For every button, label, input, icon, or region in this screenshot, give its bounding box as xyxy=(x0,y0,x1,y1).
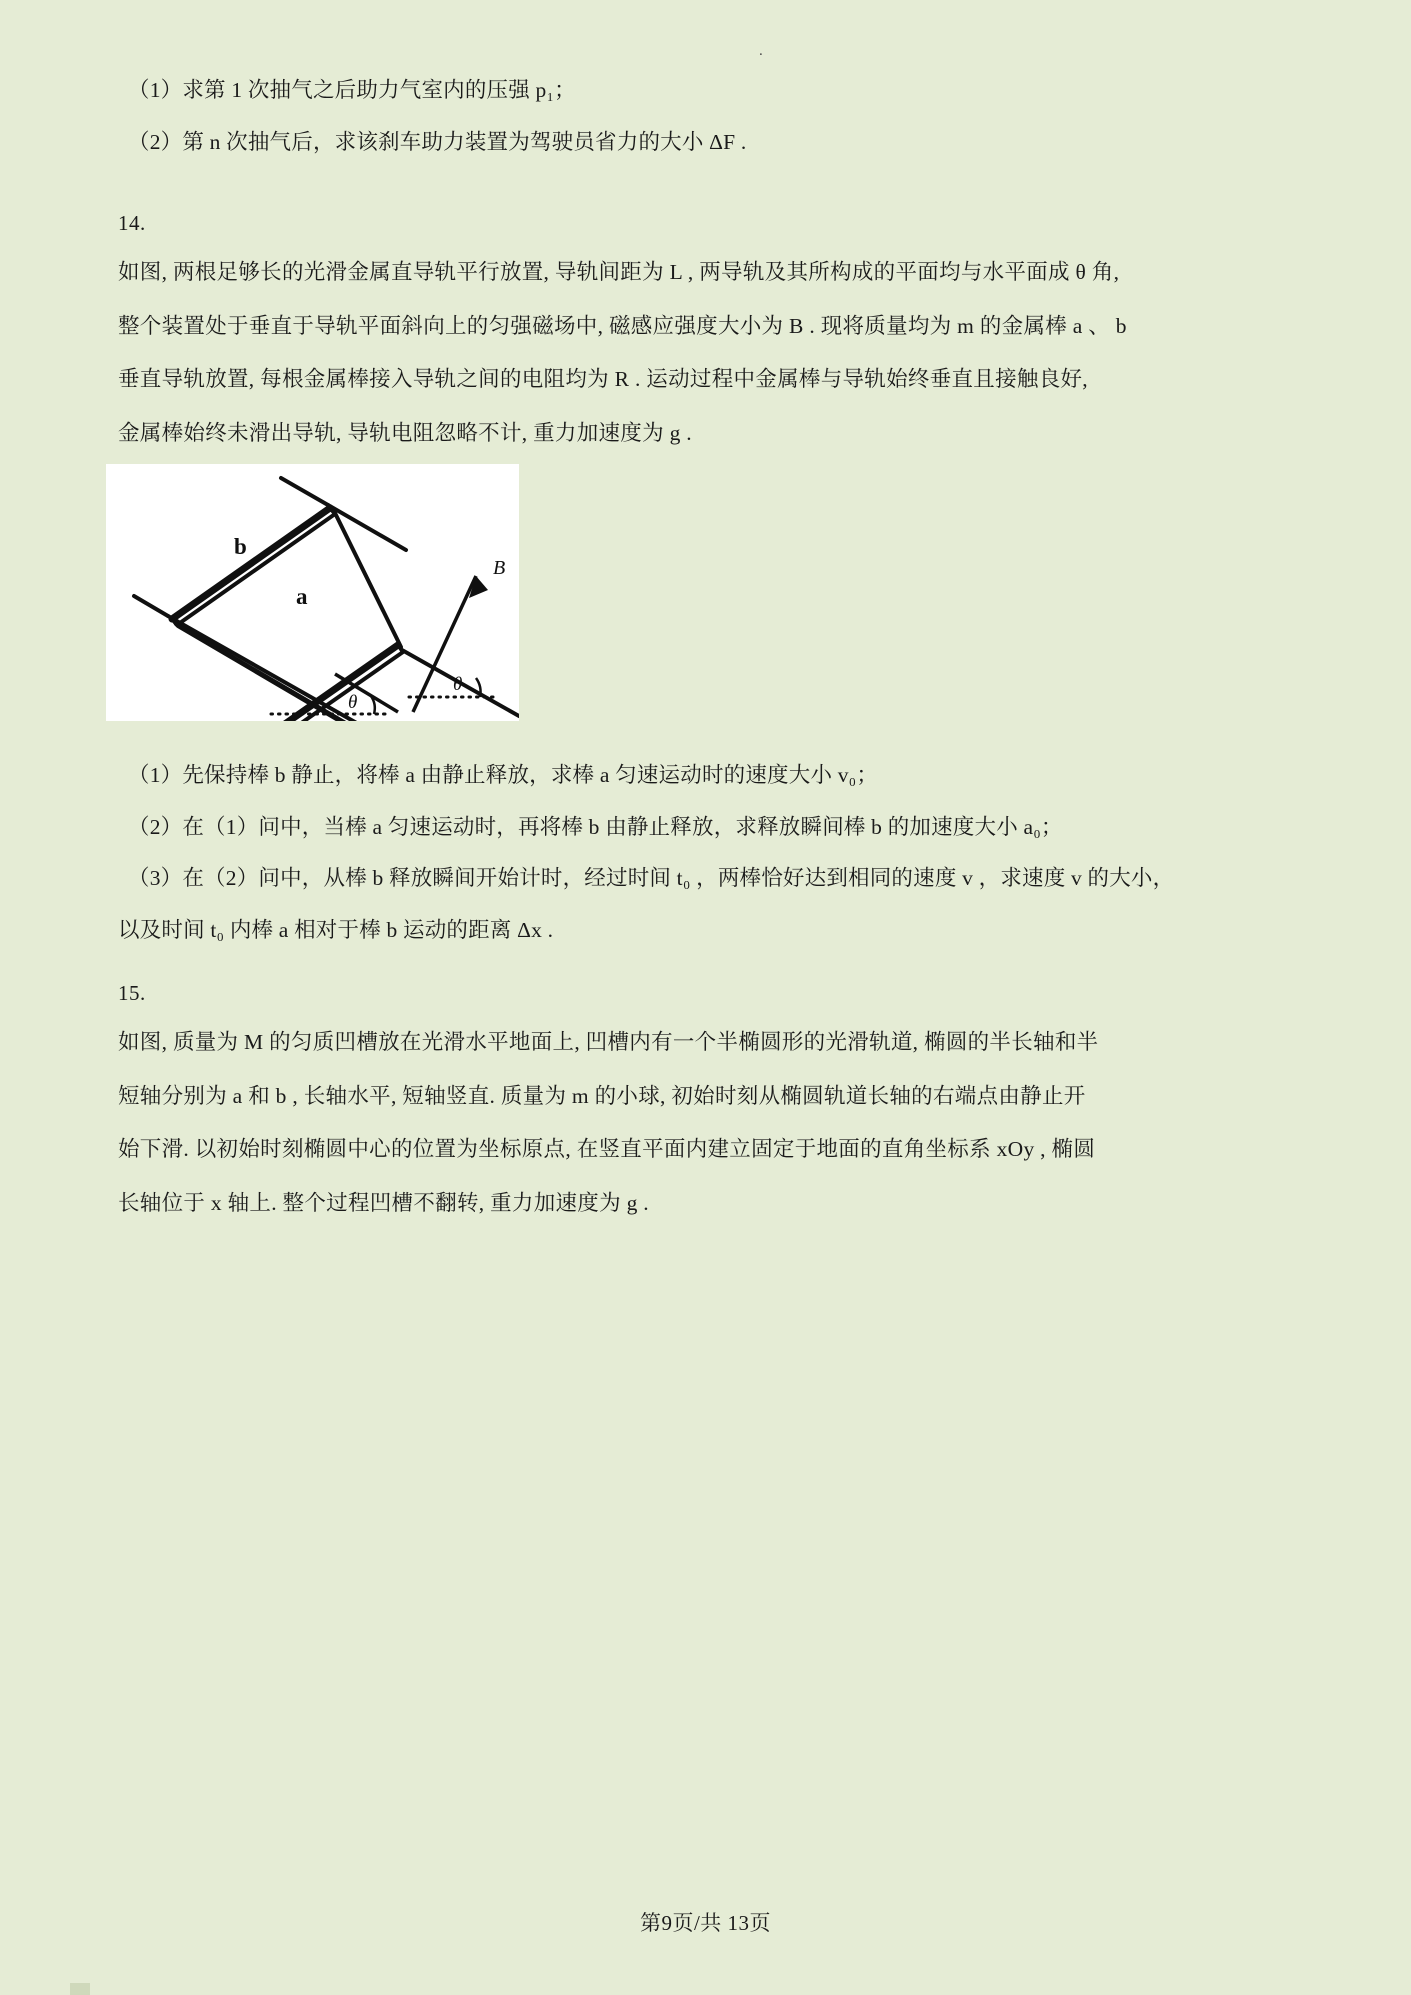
question-14-stem-line-1: 如图, 两根足够长的光滑金属直导轨平行放置, 导轨间距为 L , 两导轨及其所构成的平面均与水平面成 θ 角, xyxy=(118,260,1120,284)
theta-label-upper: θ xyxy=(453,674,463,695)
spacer xyxy=(118,941,1303,981)
corner-mark xyxy=(70,1983,90,1995)
question-14-part-3: （3）在（2）问中，从棒 b 释放瞬间开始计时，经过时间 t₀ ，两棒恰好达到相同的速度 v ，求速度 v 的大小， xyxy=(128,866,1175,890)
spacer xyxy=(118,183,1303,211)
question-15-stem-line-2: 短轴分别为 a 和 b , 长轴水平, 短轴竖直. 质量为 m 的小球, 初始时刻从椭圆轨道长轴的右端点由静止开 xyxy=(118,1083,1086,1108)
page-top-dot: . xyxy=(759,43,763,59)
bar-label-b: b xyxy=(234,534,247,559)
question-15-stem-line-1: 如图, 质量为 M 的匀质凹槽放在光滑水平地面上, 凹槽内有一个半椭圆形的光滑轨道, 椭圆的半长轴和半 xyxy=(118,1030,1099,1054)
question-14-number: 14. xyxy=(118,211,146,235)
question-15-stem-line-4: 长轴位于 x 轴上. 整个过程凹槽不翻转, 重力加速度为 g . xyxy=(118,1190,649,1215)
page-content xyxy=(118,80,1303,1214)
bar-label-a: a xyxy=(296,584,308,609)
question-15-stem-line-3: 始下滑. 以初始时刻椭圆中心的位置为坐标原点, 在竖直平面内建立固定于地面的直角坐标系 xOy , 椭圆 xyxy=(118,1137,1096,1161)
question-14-part-3-cont: 以及时间 t₀ 内棒 a 相对于棒 b 运动的距离 Δx . xyxy=(118,917,554,942)
theta-label-lower: θ xyxy=(348,692,358,713)
prev-question-part-1: （1）求第 1 次抽气之后助力气室内的压强 p₁； xyxy=(128,78,576,102)
question-14-stem-line-3: 垂直导轨放置, 每根金属棒接入导轨之间的电阻均为 R . 运动过程中金属棒与导轨始终垂直且接触良好, xyxy=(118,367,1088,391)
question-14-part-1: （1）先保持棒 b 静止，将棒 a 由静止释放，求棒 a 匀速运动时的速度大小 v₀； xyxy=(128,763,879,787)
question-14-stem-line-4: 金属棒始终未滑出导轨, 导轨电阻忽略不计, 重力加速度为 g . xyxy=(118,420,692,445)
page-footer: 第9页/共 13页 xyxy=(639,1911,772,1935)
question-14-figure xyxy=(106,464,519,721)
prev-question-part-2: （2）第 n 次抽气后，求该刹车助力装置为驾驶员省力的大小 ΔF . xyxy=(128,129,747,154)
question-15-number: 15. xyxy=(118,981,146,1005)
rails-and-bars-diagram xyxy=(106,464,519,721)
question-14-part-2: （2）在（1）问中，当棒 a 匀速运动时，再将棒 b 由静止释放，求释放瞬间棒 b 的加速度大小 a₀； xyxy=(128,814,1063,839)
spacer xyxy=(118,741,1303,765)
question-14-figure-wrap xyxy=(118,464,1303,721)
field-label-B: B xyxy=(493,557,506,579)
question-14-stem-line-2: 整个装置处于垂直于导轨平面斜向上的匀强磁场中, 磁感应强度大小为 B . 现将质量均为 m 的金属棒 a 、 b xyxy=(118,313,1127,338)
